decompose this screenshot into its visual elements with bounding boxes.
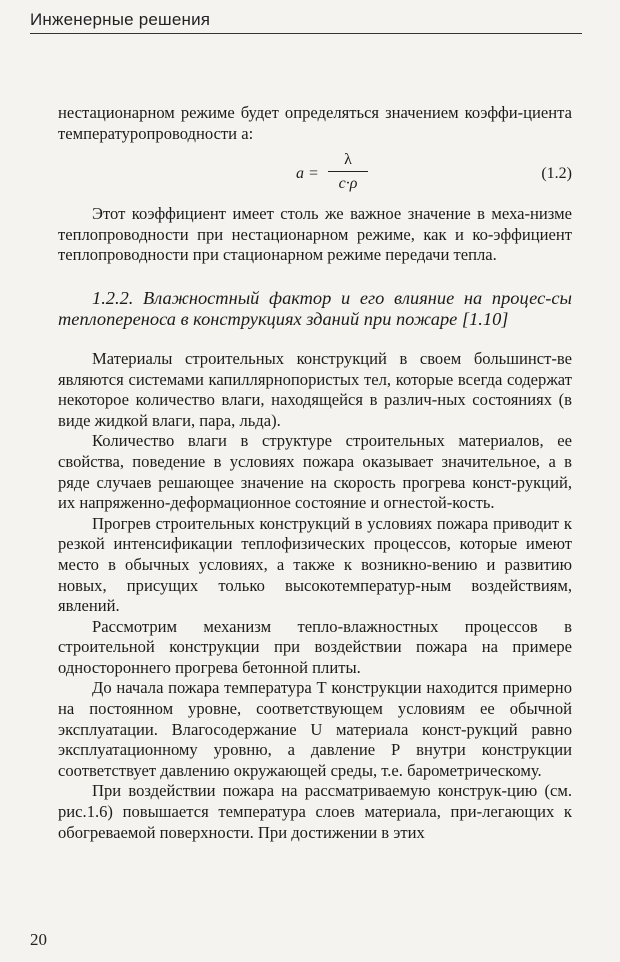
body-text [58,103,572,843]
section-heading: 1.2.2. Влажностный фактор и его влияние на процес-сы теплопереноса в конструкциях зданий при пожаре [1.10] [58,287,572,330]
formula-fraction [326,150,370,194]
paragraph: До начала пожара температура Т конструкции находится примерно на постоянном уровне, соответствующем условиям ее обычной эксплуатации. Влагосодержание U материала конст-рукций равно эксплуатационному уровню, а давление Р внутри конструкции соответствует давлению окружающей среды, т.е. барометрическому. [58,678,572,780]
formula-numerator: λ [344,151,352,169]
paragraph-intro: нестационарном режиме будет определяться значением коэффи-циента температуропроводности а: [58,103,572,143]
fraction-bar [328,171,368,172]
formula-1-2 [58,150,572,200]
paragraph-coefficient: Этот коэффициент имеет столь же важное значение в меха-низме теплопроводности при нестационарном режиме, как и ко-эффициент теплопроводности при стационарном режиме передачи тепла. [58,204,572,265]
header-rule [30,33,582,34]
formula-denominator: c·ρ [338,175,358,193]
paragraph: Количество влаги в структуре строительных материалов, ее свойства, поведение в условиях пожара оказывает значительное, а в ряде случаев решающее значение на скорость прогрева конст-рукций, их напряженно-деформационное состояние и огнестой-кость. [58,431,572,513]
equation-number: (1.2) [541,165,572,183]
paragraph: Рассмотрим механизм тепло-влажностных процессов в строительной конструкции при воздействии пожара на примере одностороннего прогрева бетонной плиты. [58,616,572,677]
paragraph: Материалы строительных конструкций в своем большинст-ве являются системами капиллярнопористых тел, которые всегда содержат некоторое количество влаги, находящейся в различ-ных состояниях (в виде жидкой влаги, пара, льда). [58,348,572,430]
paragraph: При воздействии пожара на рассматриваемую конструк-цию (см. рис.1.6) повышается температура слоев материала, при-легающих к обогреваемой поверхности. При достижении в этих [58,781,572,842]
paragraph: Прогрев строительных конструкций в условиях пожара приводит к резкой интенсификации теплофизических процессов, которые имеют место в обычных условиях, а также к возникно-вению и развитию новых, присущих только высокотемператур-ным воздействиям, явлений. [58,513,572,616]
page-number: 20 [30,930,47,949]
running-header: Инженерные решения [30,10,211,29]
formula-lhs: a = [296,165,319,183]
